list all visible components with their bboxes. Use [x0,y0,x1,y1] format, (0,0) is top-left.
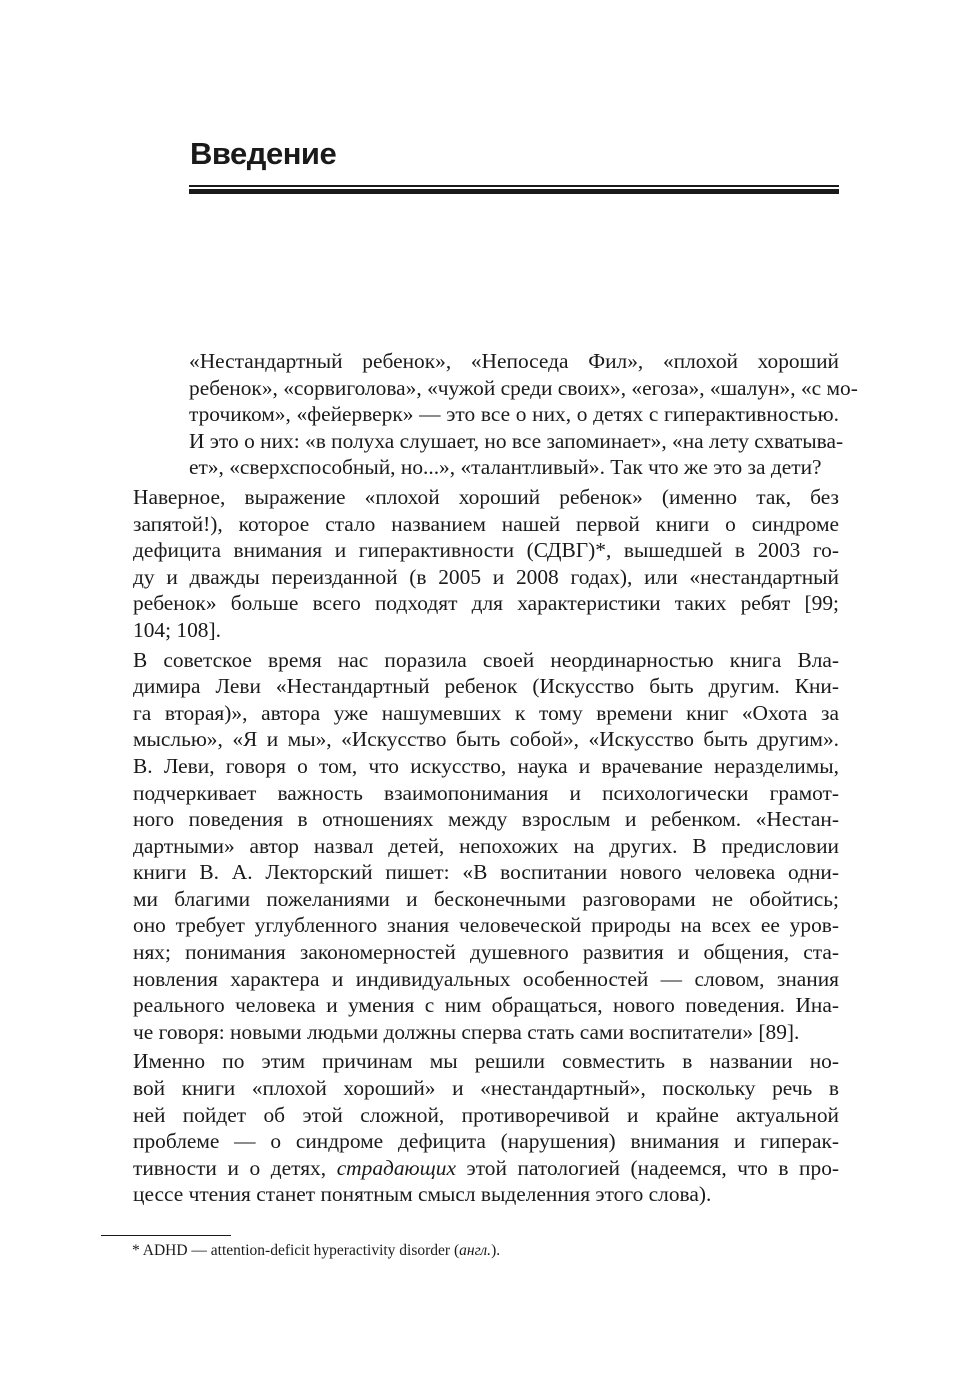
footnote [132,1241,500,1261]
text-line: цессе чтения станет понятным смысл выделенния этого слова). [133,1182,712,1207]
chapter-title: Введение [190,136,337,171]
footnote-separator [101,1235,231,1236]
footnote-text: * ADHD — attention-deficit hyperactivity disorder ( [132,1242,460,1259]
emphasized-word: страдающих [336,1155,456,1180]
paragraph-1 [101,348,858,481]
text-line: В. Леви, говоря о том, что искусство, наука и врачевание неразделимы, [133,753,839,778]
text-line: ми благими пожеланиями и бесконечными разговорами не обойтись; [133,886,839,911]
text-line: димира Леви «Нестандартный ребенок (Искусство быть другим. Кни- [133,674,839,699]
text-line: дартными» автор назвал детей, непохожих на других. В предисловии [133,833,839,858]
text-line: Именно по этим причинам мы решили совместить в названии но- [133,1049,839,1074]
text-line: мыслью», «Я и мы», «Искусство быть собой», «Искусство быть другим». [133,727,839,752]
text-line: подчеркивает важность взаимопонимания и психологически грамот- [133,780,839,805]
body-text [101,348,858,1211]
text-line: дефицита внимания и гиперактивности (СДВГ)*, вышедшей в 2003 го- [133,538,839,563]
text-line: «Нестандартный ребенок», «Непоседа Фил», «плохой хороший [189,349,839,373]
text-line: че говоря: новыми людьми должны сперва стать сами воспитатели» [89]. [133,1019,800,1044]
text-line: запятой!), которое стало названием нашей первой книги о синдроме [133,511,839,536]
text-line: В советское время нас поразила своей неординарностью книга Вла- [133,647,839,672]
text-fragment: тивности и о детях, [133,1155,337,1180]
text-line: 104; 108]. [133,617,221,642]
text-line: ней пойдет об этой сложной, противоречивой и крайне актуальной [133,1102,839,1127]
text-line: И это о них: «в полуха слушает, но все запоминает», «на лету схватыва- [189,428,844,453]
text-line: трочиком», «фейерверк» — это все о них, о детях с гиперактивностью. [189,402,839,427]
footnote-text-end: ). [491,1242,501,1259]
text-line: Наверное, выражение «плохой хороший ребенок» (именно так, без [133,484,839,509]
text-line: ребенок» больше всего подходят для характеристики таких ребят [99; [133,591,839,616]
paragraph-4 [101,1048,839,1208]
text-line: ного поведения в отношениях между взрослым и ребенком. «Нестан- [133,807,839,832]
text-line: оно требует углубленного знания человеческой природы на всех ее уров- [133,913,839,938]
paragraph-2 [101,484,839,644]
text-line: ду и дважды переизданной (в 2005 и 2008 годах), или «нестандартный [133,564,839,589]
text-line: реального человека и умения с ним обращаться, нового поведения. Ина- [133,993,839,1018]
text-line: книги В. А. Лекторский пишет: «В воспитании нового человека одни- [133,860,839,885]
text-line: ребенок», «сорвиголова», «чужой среди своих», «егоза», «шалун», «с мо- [189,375,858,400]
paragraph-3 [101,647,839,1046]
text-line-with-emphasis [101,1155,839,1182]
text-line: проблеме — о синдроме дефицита (нарушения) внимания и гиперак- [133,1129,839,1154]
heading-rule-thin [189,185,839,187]
text-line: нях; понимания закономерностей душевного развития и общения, ста- [133,940,839,965]
text-line: вой книги «плохой хороший» и «нестандартный», поскольку речь в [133,1076,839,1101]
text-fragment: этой патологией (надеемся, что в про- [455,1155,840,1180]
heading-rule-thick [189,189,839,194]
text-line: ет», «сверхспособный, но...», «талантливый». Так что же это за дети? [189,455,822,480]
footnote-emphasis: англ. [459,1242,492,1259]
text-line: га вторая)», автора уже нашумевших к тому времени книг «Охота за [133,700,839,725]
text-line: новления характера и индивидуальных особенностей — словом, знания [133,966,839,991]
